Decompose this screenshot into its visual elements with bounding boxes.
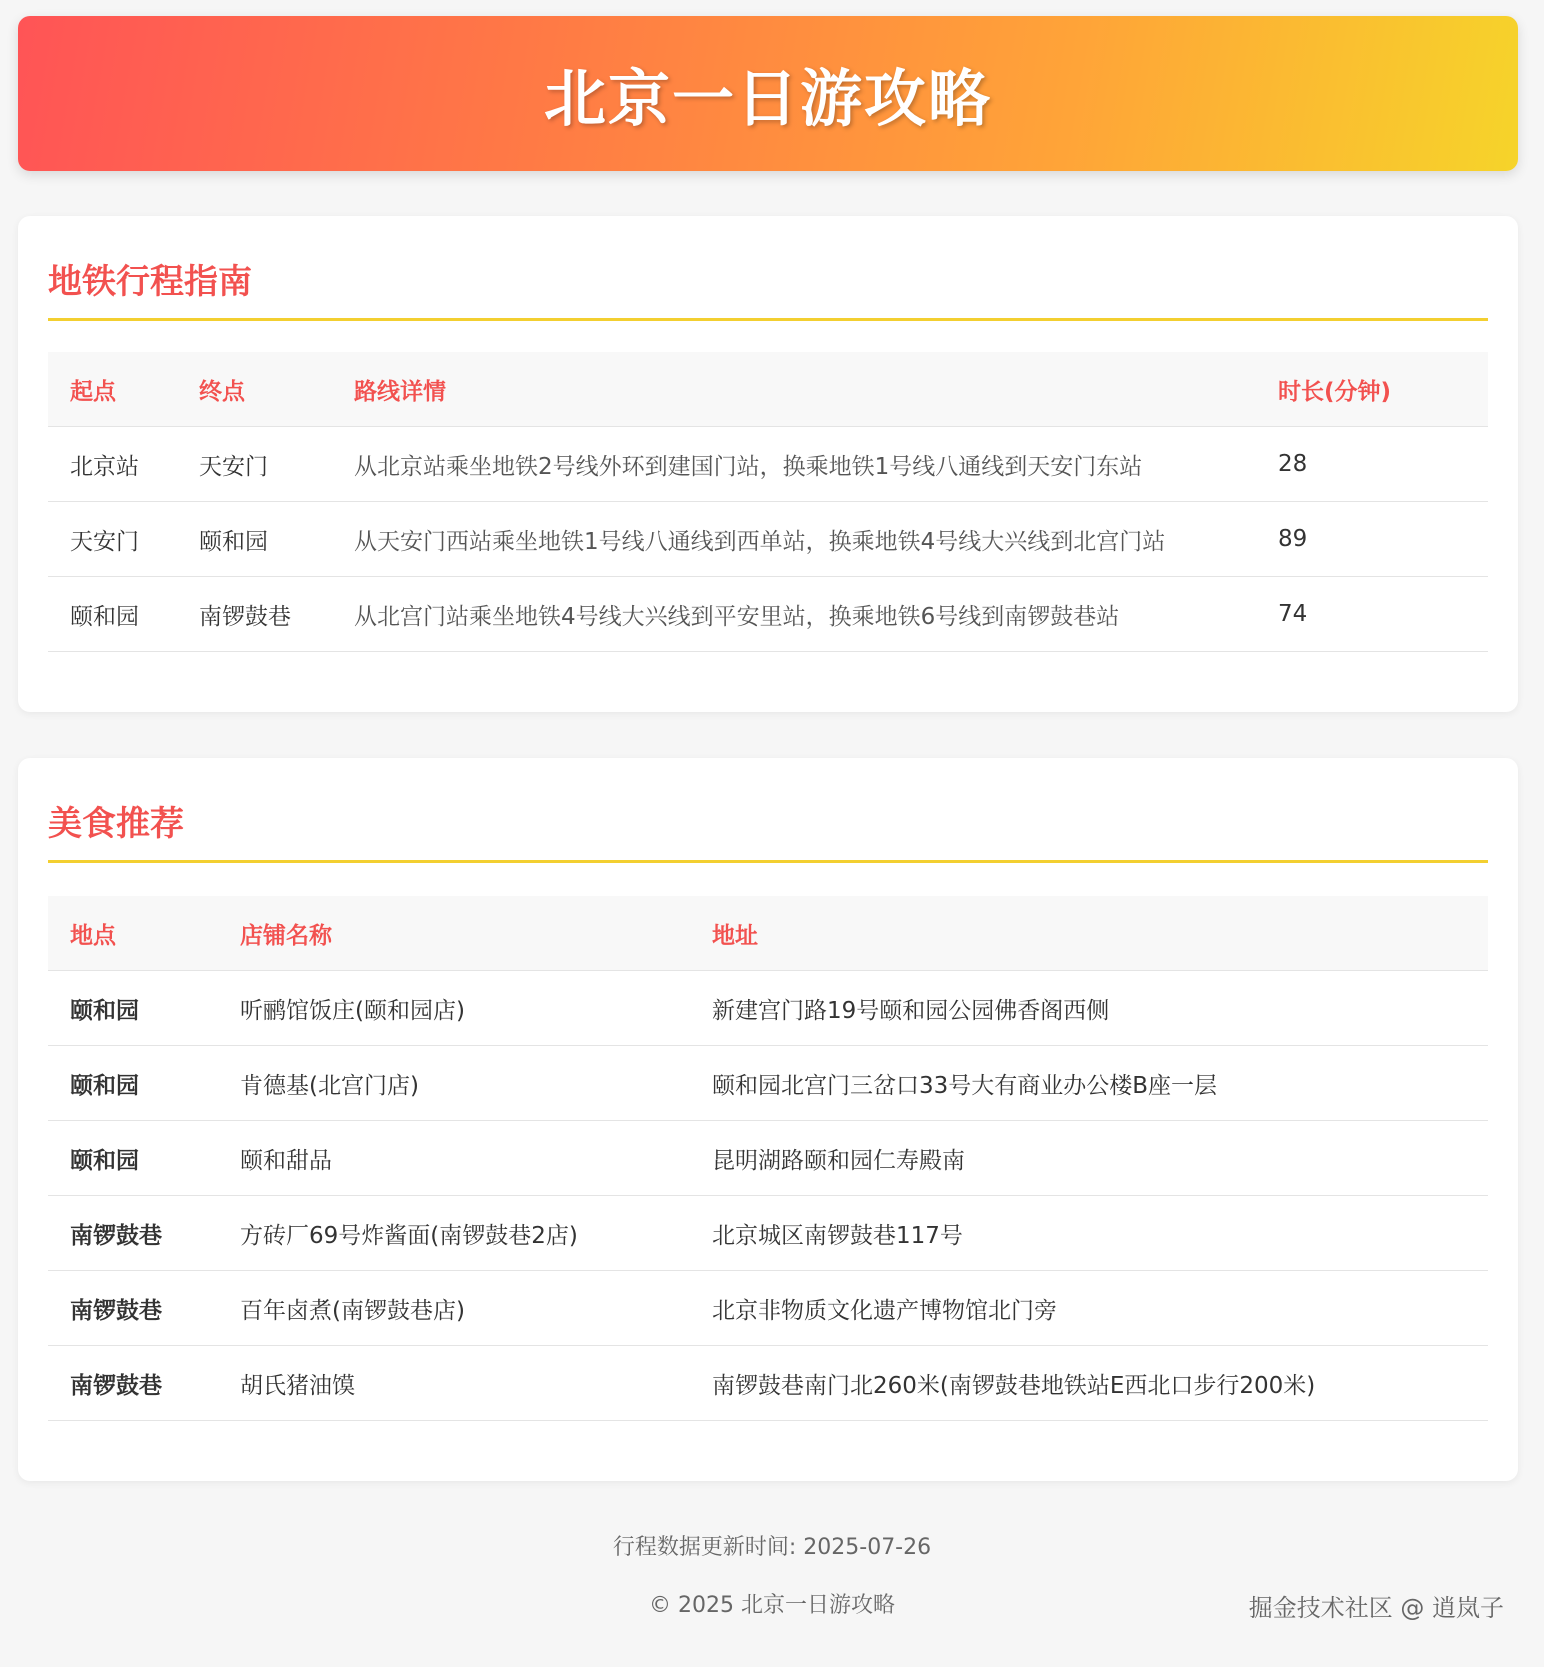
route-from: 天安门	[48, 502, 177, 577]
route-from: 颐和园	[48, 577, 177, 652]
route-duration: 74	[1256, 577, 1488, 652]
table-row	[48, 1271, 1488, 1346]
route-to: 南锣鼓巷	[177, 577, 332, 652]
food-shop: 颐和甜品	[218, 1121, 690, 1196]
food-card	[18, 758, 1518, 1481]
food-place: 南锣鼓巷	[48, 1346, 218, 1421]
column-header-place: 地点	[48, 896, 218, 971]
column-header-address: 地址	[690, 896, 1488, 971]
column-header-duration: 时长(分钟)	[1256, 352, 1488, 427]
data-updated-time: 行程数据更新时间: 2025-07-26	[612, 1535, 932, 1560]
column-header-shop: 店铺名称	[218, 896, 690, 971]
column-header-to: 终点	[177, 352, 332, 427]
watermark: 掘金技术社区 @ 逍岚子	[1248, 1594, 1504, 1622]
table-row	[48, 1046, 1488, 1121]
table-row	[48, 1346, 1488, 1421]
route-duration: 28	[1256, 427, 1488, 502]
table-header-row	[48, 896, 1488, 971]
table-row	[48, 971, 1488, 1046]
food-address: 新建宫门路19号颐和园公园佛香阁西侧	[690, 971, 1488, 1046]
route-to: 天安门	[177, 427, 332, 502]
food-address: 昆明湖路颐和园仁寿殿南	[690, 1121, 1488, 1196]
food-shop: 百年卤煮(南锣鼓巷店)	[218, 1271, 690, 1346]
route-details: 从天安门西站乘坐地铁1号线八通线到西单站，换乘地铁4号线大兴线到北宫门站	[332, 502, 1256, 577]
column-header-route: 路线详情	[332, 352, 1256, 427]
food-shop: 肯德基(北宫门店)	[218, 1046, 690, 1121]
table-row	[48, 427, 1488, 502]
food-title-underline	[48, 860, 1488, 863]
food-section-title: 美食推荐	[48, 804, 184, 844]
subway-table	[48, 352, 1488, 652]
food-shop: 方砖厂69号炸酱面(南锣鼓巷2店)	[218, 1196, 690, 1271]
column-header-from: 起点	[48, 352, 177, 427]
table-row	[48, 1121, 1488, 1196]
food-address: 北京城区南锣鼓巷117号	[690, 1196, 1488, 1271]
table-header-row	[48, 352, 1488, 427]
table-row	[48, 577, 1488, 652]
page-header	[18, 16, 1518, 171]
route-duration: 89	[1256, 502, 1488, 577]
food-address: 颐和园北宫门三岔口33号大有商业办公楼B座一层	[690, 1046, 1488, 1121]
subway-section-title: 地铁行程指南	[48, 262, 252, 302]
page-title: 北京一日游攻略	[543, 62, 992, 135]
table-row	[48, 1196, 1488, 1271]
subway-card	[18, 216, 1518, 712]
route-details: 从北京站乘坐地铁2号线外环到建国门站，换乘地铁1号线八通线到天安门东站	[332, 427, 1256, 502]
food-table	[48, 896, 1488, 1421]
food-place: 颐和园	[48, 1046, 218, 1121]
food-place: 颐和园	[48, 971, 218, 1046]
food-address: 南锣鼓巷南门北260米(南锣鼓巷地铁站E西北口步行200米)	[690, 1346, 1488, 1421]
table-row	[48, 502, 1488, 577]
subway-title-underline	[48, 318, 1488, 321]
food-shop: 听鹂馆饭庄(颐和园店)	[218, 971, 690, 1046]
copyright: © 2025 北京一日游攻略	[649, 1593, 895, 1618]
food-place: 南锣鼓巷	[48, 1271, 218, 1346]
food-place: 颐和园	[48, 1121, 218, 1196]
route-from: 北京站	[48, 427, 177, 502]
food-address: 北京非物质文化遗产博物馆北门旁	[690, 1271, 1488, 1346]
route-details: 从北宫门站乘坐地铁4号线大兴线到平安里站，换乘地铁6号线到南锣鼓巷站	[332, 577, 1256, 652]
food-shop: 胡氏猪油馍	[218, 1346, 690, 1421]
food-place: 南锣鼓巷	[48, 1196, 218, 1271]
route-to: 颐和园	[177, 502, 332, 577]
